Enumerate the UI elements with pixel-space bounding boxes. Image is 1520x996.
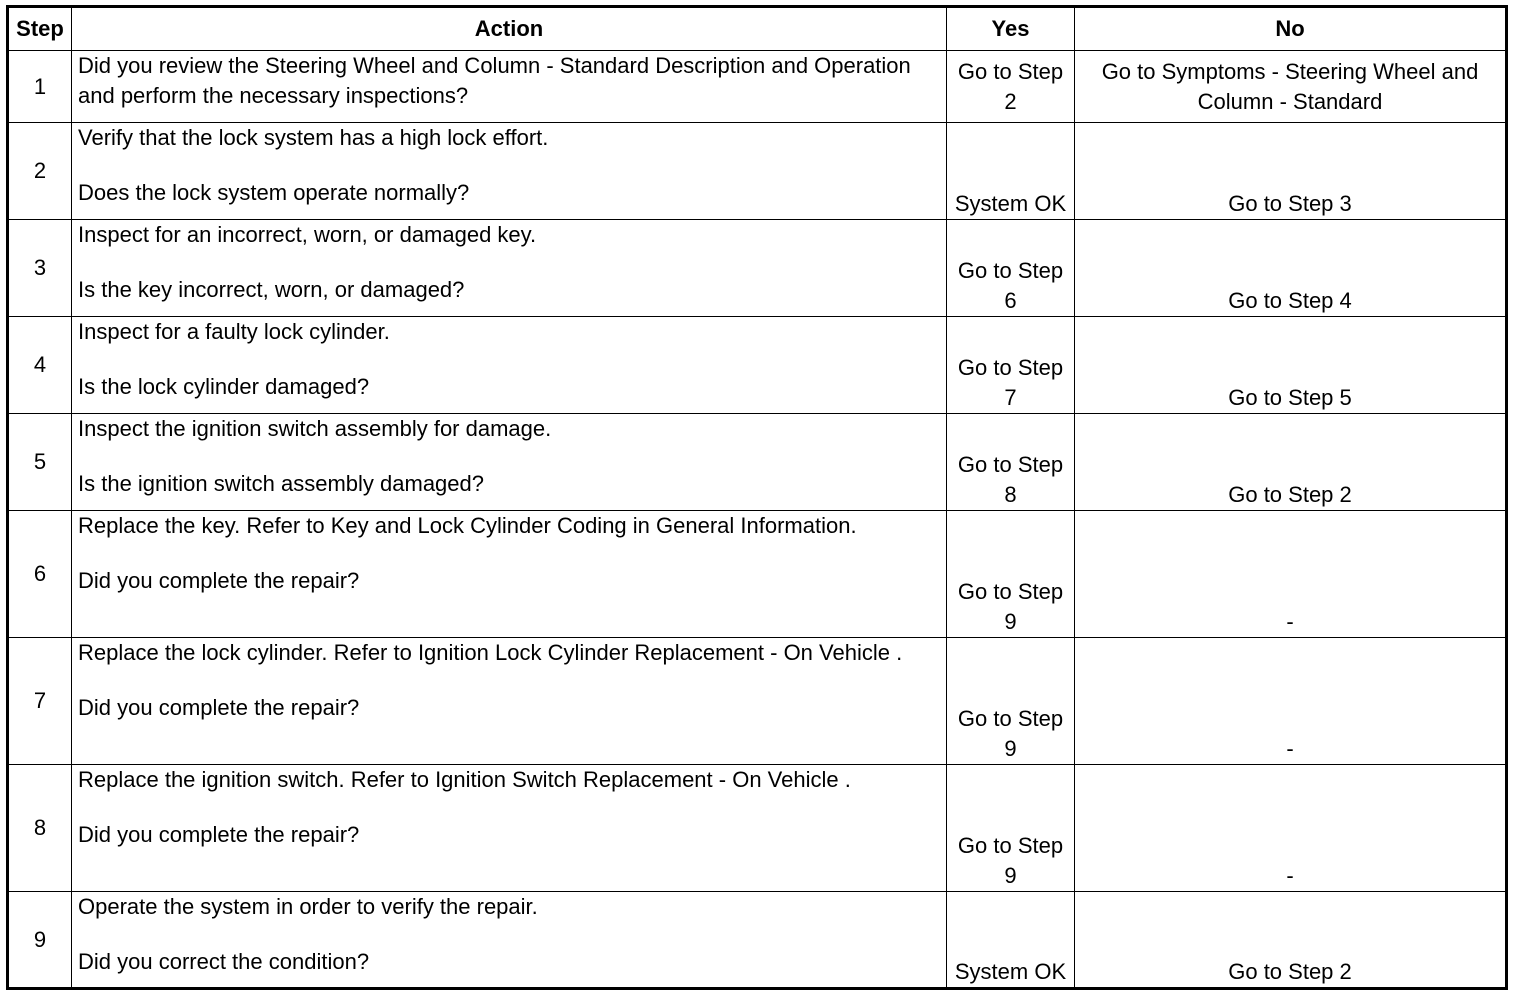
no-cell: Go to Step 2	[1075, 892, 1507, 989]
action-question: Did you correct the condition?	[78, 949, 370, 974]
diagnostic-table	[6, 5, 1508, 990]
step-number: 1	[8, 51, 72, 123]
header-yes: Yes	[947, 7, 1075, 51]
yes-cell: Go to Step 9	[947, 638, 1075, 765]
action-cell	[72, 892, 947, 989]
action-cell	[72, 123, 947, 220]
step-number: 2	[8, 123, 72, 220]
header-row	[8, 7, 1507, 51]
yes-cell: Go to Step 7	[947, 317, 1075, 414]
yes-cell: Go to Step 9	[947, 765, 1075, 892]
action-question: Did you review the Steering Wheel and Column - Standard Description and Operation and perform the necessary inspections?	[78, 53, 911, 108]
table-row	[8, 765, 1507, 892]
step-number: 9	[8, 892, 72, 989]
table-row	[8, 638, 1507, 765]
yes-cell: System OK	[947, 892, 1075, 989]
action-question: Is the ignition switch assembly damaged?	[78, 471, 484, 496]
step-number: 8	[8, 765, 72, 892]
action-instruction: Replace the key. Refer to Key and Lock Cylinder Coding in General Information.	[78, 513, 857, 538]
action-cell	[72, 765, 947, 892]
step-number: 3	[8, 220, 72, 317]
action-question: Does the lock system operate normally?	[78, 180, 470, 205]
action-instruction: Operate the system in order to verify the repair.	[78, 894, 538, 919]
action-question: Is the key incorrect, worn, or damaged?	[78, 277, 465, 302]
action-question: Did you complete the repair?	[78, 822, 360, 847]
no-cell: -	[1075, 638, 1507, 765]
action-cell	[72, 638, 947, 765]
no-cell: Go to Step 2	[1075, 414, 1507, 511]
action-instruction: Inspect for a faulty lock cylinder.	[78, 319, 390, 344]
action-cell	[72, 414, 947, 511]
no-cell: Go to Step 5	[1075, 317, 1507, 414]
no-cell: -	[1075, 511, 1507, 638]
table-row	[8, 51, 1507, 123]
no-cell: -	[1075, 765, 1507, 892]
action-instruction: Replace the lock cylinder. Refer to Ignition Lock Cylinder Replacement - On Vehicle .	[78, 640, 903, 665]
step-number: 4	[8, 317, 72, 414]
table-row	[8, 511, 1507, 638]
table-row	[8, 414, 1507, 511]
action-cell	[72, 511, 947, 638]
yes-cell: Go to Step 2	[947, 51, 1075, 123]
no-cell: Go to Step 3	[1075, 123, 1507, 220]
header-action: Action	[72, 7, 947, 51]
action-cell	[72, 317, 947, 414]
action-question: Is the lock cylinder damaged?	[78, 374, 370, 399]
table-row	[8, 123, 1507, 220]
action-instruction: Inspect for an incorrect, worn, or damaged key.	[78, 222, 537, 247]
table-row	[8, 317, 1507, 414]
action-instruction: Replace the ignition switch. Refer to Ignition Switch Replacement - On Vehicle .	[78, 767, 851, 792]
action-instruction: Inspect the ignition switch assembly for damage.	[78, 416, 552, 441]
table-row	[8, 220, 1507, 317]
step-number: 5	[8, 414, 72, 511]
yes-cell: System OK	[947, 123, 1075, 220]
action-question: Did you complete the repair?	[78, 568, 360, 593]
action-question: Did you complete the repair?	[78, 695, 360, 720]
no-cell: Go to Step 4	[1075, 220, 1507, 317]
no-cell: Go to Symptoms - Steering Wheel and Column - Standard	[1075, 51, 1507, 123]
step-number: 6	[8, 511, 72, 638]
header-step: Step	[8, 7, 72, 51]
yes-cell: Go to Step 8	[947, 414, 1075, 511]
header-no: No	[1075, 7, 1507, 51]
yes-cell: Go to Step 9	[947, 511, 1075, 638]
action-instruction: Verify that the lock system has a high lock effort.	[78, 125, 549, 150]
action-cell	[72, 220, 947, 317]
yes-cell: Go to Step 6	[947, 220, 1075, 317]
action-cell	[72, 51, 947, 123]
step-number: 7	[8, 638, 72, 765]
table-row	[8, 892, 1507, 989]
